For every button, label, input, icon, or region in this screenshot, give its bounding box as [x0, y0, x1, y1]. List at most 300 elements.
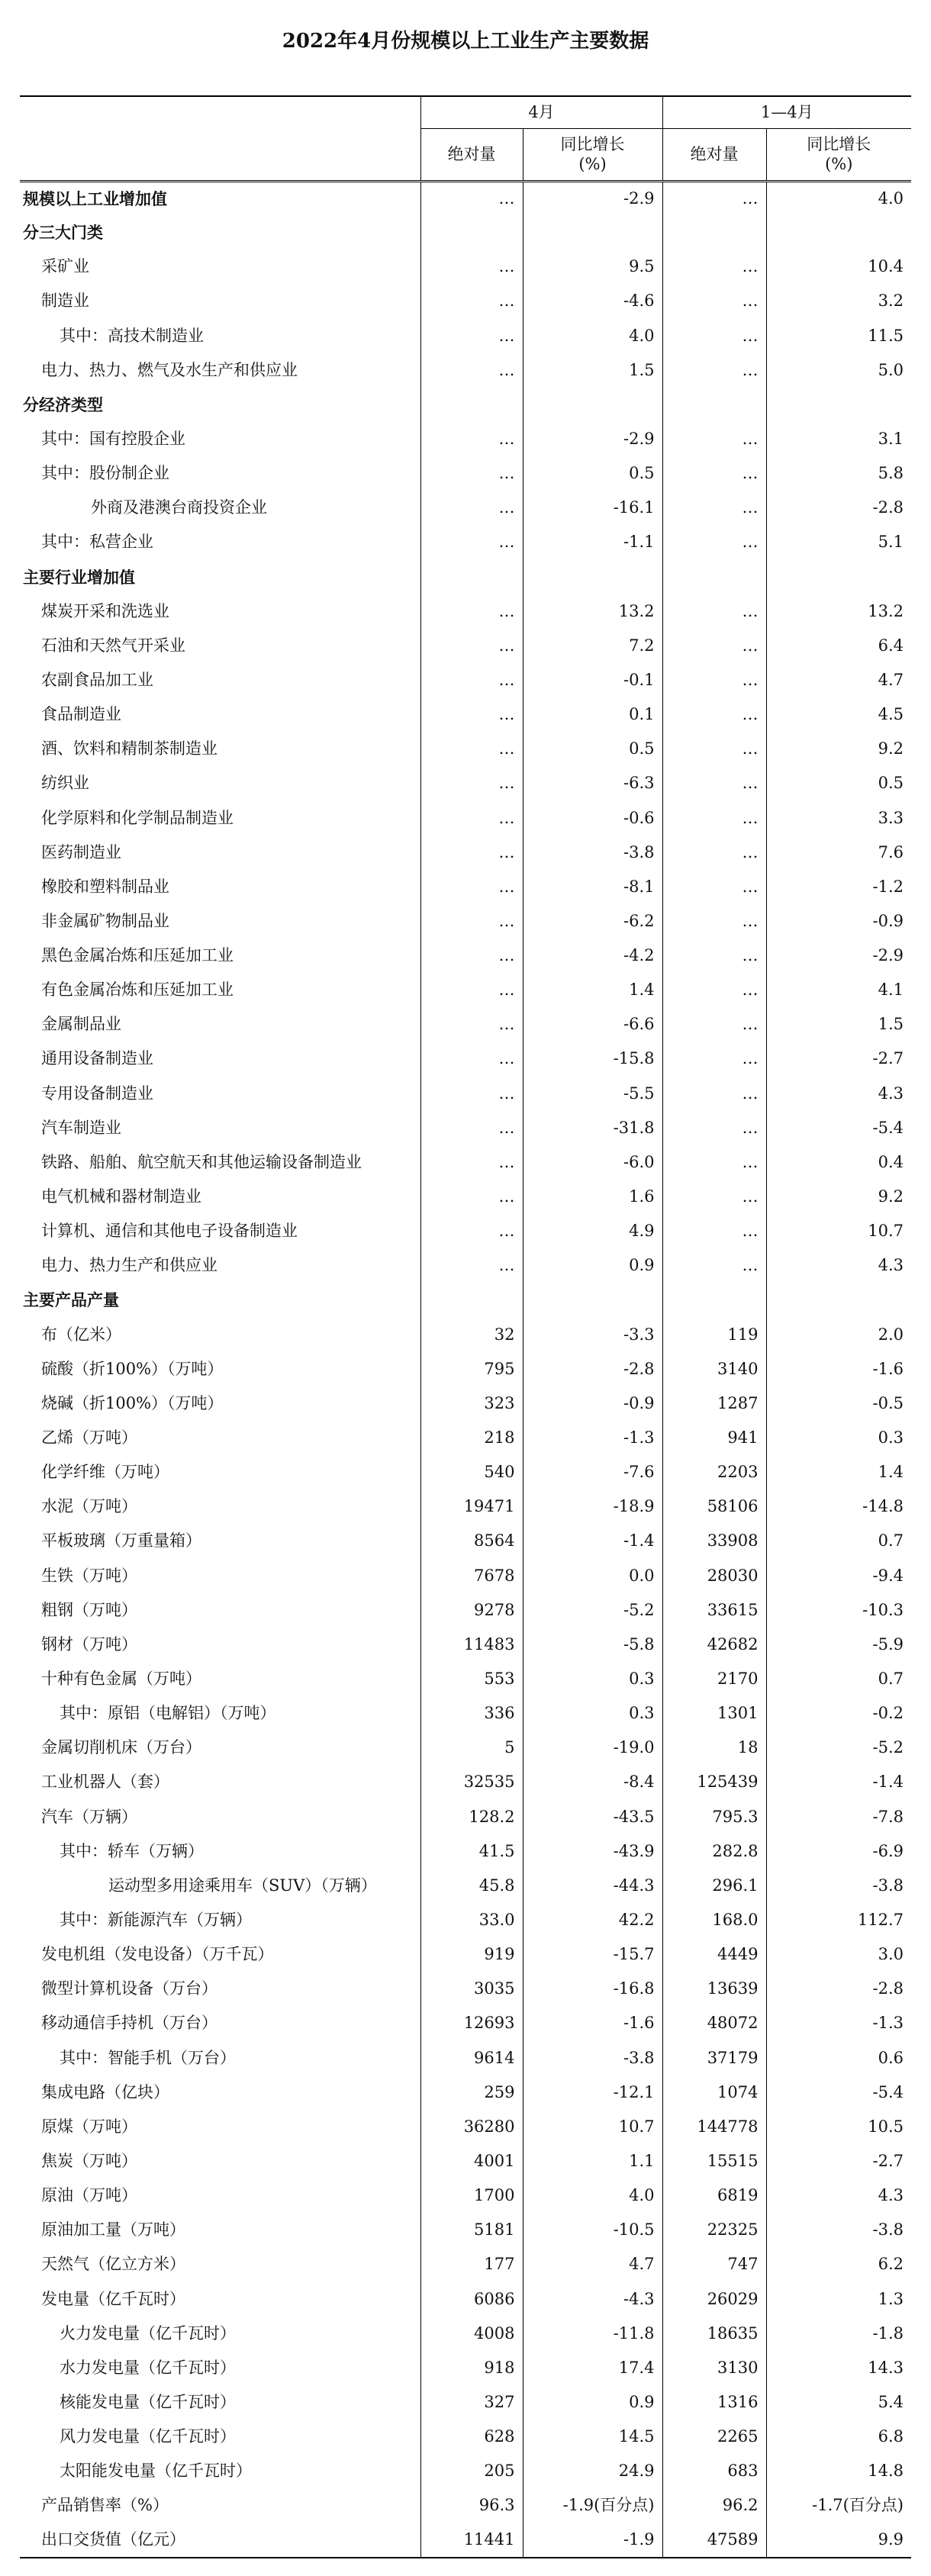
april-yoy-value: -43.9	[523, 1834, 662, 1869]
table-row	[20, 1972, 911, 2006]
header-april-yoy-unit: (%)	[578, 155, 607, 173]
april-yoy-value: 1.6	[523, 1180, 662, 1214]
row-label: 金属制品业	[41, 1015, 121, 1034]
april-yoy-value: -1.3	[523, 1421, 662, 1455]
april-absolute-value: …	[420, 1214, 523, 1248]
row-label: 其中：新能源汽车（万辆）	[60, 1911, 252, 1929]
jan-apr-absolute-value: 1301	[662, 1696, 766, 1731]
table-row	[20, 1248, 911, 1283]
april-absolute-value: …	[420, 1111, 523, 1145]
april-absolute-value: 218	[420, 1421, 523, 1455]
row-label: 核能发电量（亿千瓦时）	[60, 2392, 236, 2411]
header-jan-apr-yoy-unit: (%)	[825, 155, 853, 173]
section-heading-row	[20, 388, 911, 422]
april-yoy-value: 1.1	[523, 2144, 662, 2178]
jan-apr-yoy-value: -1.4	[766, 1765, 911, 1799]
row-label: 纺织业	[41, 774, 89, 793]
april-absolute-value	[420, 215, 523, 250]
jan-apr-yoy-value: -14.8	[766, 1489, 911, 1524]
jan-apr-absolute-value: 296.1	[662, 1869, 766, 1903]
jan-apr-absolute-value: …	[662, 491, 766, 525]
jan-apr-absolute-value: 28030	[662, 1559, 766, 1593]
april-absolute-value: …	[420, 319, 523, 353]
section-heading-row	[20, 560, 911, 594]
april-absolute-value: …	[420, 836, 523, 870]
row-label: 十种有色金属（万吨）	[41, 1670, 201, 1689]
april-yoy-value: 0.3	[523, 1696, 662, 1731]
april-yoy-value: -43.5	[523, 1800, 662, 1834]
april-yoy-value: -31.8	[523, 1111, 662, 1145]
april-absolute-value: 553	[420, 1662, 523, 1696]
jan-apr-absolute-value: …	[662, 663, 766, 697]
jan-apr-yoy-value: 10.5	[766, 2110, 911, 2144]
jan-apr-absolute-value: …	[662, 1180, 766, 1214]
april-absolute-value: …	[420, 766, 523, 800]
jan-apr-absolute-value: 1316	[662, 2385, 766, 2420]
jan-apr-absolute-value: 282.8	[662, 1834, 766, 1869]
jan-apr-absolute-value: 3130	[662, 2351, 766, 2385]
jan-apr-yoy-value: -5.4	[766, 2075, 911, 2110]
table-row	[20, 1834, 911, 1869]
row-label: 硫酸（折100%）（万吨）	[41, 1359, 224, 1378]
jan-apr-absolute-value: 96.2	[662, 2488, 766, 2523]
jan-apr-yoy-value: 0.7	[766, 1524, 911, 1558]
row-label: 集成电路（亿块）	[41, 2082, 169, 2101]
jan-apr-absolute-value: 119	[662, 1318, 766, 1352]
jan-apr-yoy-value: 1.4	[766, 1455, 911, 1489]
jan-apr-absolute-value: …	[662, 697, 766, 732]
table-row	[20, 836, 911, 870]
header-april-absolute: 绝对量	[420, 128, 523, 181]
april-yoy-value: -1.9	[523, 2523, 662, 2558]
row-label: 原煤（万吨）	[41, 2117, 137, 2136]
table-row	[20, 1559, 911, 1593]
april-yoy-value: -5.5	[523, 1077, 662, 1111]
row-label: 分三大门类	[23, 223, 103, 243]
row-label: 其中：股份制企业	[41, 464, 169, 483]
april-absolute-value: …	[420, 422, 523, 456]
april-yoy-value: -6.2	[523, 904, 662, 939]
table-row	[20, 1628, 911, 1662]
april-yoy-value: -15.7	[523, 1937, 662, 1972]
row-label: 火力发电量（亿千瓦时）	[60, 2323, 236, 2343]
table-row	[20, 870, 911, 904]
section-heading-row	[20, 215, 911, 250]
row-label: 采矿业	[41, 257, 89, 276]
statistics-table	[20, 95, 911, 2558]
table-row	[20, 422, 911, 456]
row-label: 分经济类型	[23, 394, 103, 414]
jan-apr-absolute-value: …	[662, 1145, 766, 1180]
jan-apr-absolute-value: …	[662, 319, 766, 353]
table-row	[20, 1077, 911, 1111]
april-absolute-value: …	[420, 456, 523, 491]
april-yoy-value	[523, 560, 662, 594]
row-label: 金属切削机床（万台）	[41, 1738, 201, 1757]
april-yoy-value: -5.2	[523, 1593, 662, 1628]
april-yoy-value: -8.1	[523, 870, 662, 904]
jan-apr-yoy-value: 9.2	[766, 732, 911, 766]
april-absolute-value: 33.0	[420, 1903, 523, 1937]
april-yoy-value: -6.0	[523, 1145, 662, 1180]
jan-apr-yoy-value: 4.3	[766, 2178, 911, 2213]
jan-apr-yoy-value: 4.7	[766, 663, 911, 697]
april-yoy-value: -4.6	[523, 284, 662, 318]
april-yoy-value: 0.5	[523, 732, 662, 766]
row-label: 其中：轿车（万辆）	[60, 1841, 204, 1860]
jan-apr-absolute-value: …	[662, 939, 766, 973]
jan-apr-yoy-value: 4.0	[766, 181, 911, 215]
table-row	[20, 2351, 911, 2385]
table-row	[20, 732, 911, 766]
row-label: 工业机器人（套）	[41, 1773, 169, 1792]
jan-apr-absolute-value	[662, 560, 766, 594]
april-yoy-value: 0.9	[523, 2385, 662, 2420]
table-row	[20, 629, 911, 663]
table-row	[20, 1145, 911, 1180]
jan-apr-yoy-value: -0.9	[766, 904, 911, 939]
table-row	[20, 491, 911, 525]
row-label: 运动型多用途乘用车（SUV）（万辆）	[108, 1876, 377, 1895]
jan-apr-absolute-value: …	[662, 732, 766, 766]
april-absolute-value: …	[420, 1077, 523, 1111]
row-label: 水泥（万吨）	[41, 1497, 137, 1516]
april-absolute-value: 918	[420, 2351, 523, 2385]
row-label: 电力、热力生产和供应业	[41, 1256, 217, 1275]
april-yoy-value: -19.0	[523, 1731, 662, 1765]
jan-apr-absolute-value: …	[662, 1111, 766, 1145]
april-absolute-value: …	[420, 1007, 523, 1042]
row-label: 天然气（亿立方米）	[41, 2255, 185, 2274]
april-absolute-value: 41.5	[420, 1834, 523, 1869]
jan-apr-yoy-value: 0.3	[766, 1421, 911, 1455]
april-yoy-value: -0.9	[523, 1386, 662, 1421]
table-row	[20, 2317, 911, 2351]
row-label: 石油和天然气开采业	[41, 636, 185, 655]
table-row	[20, 1455, 911, 1489]
jan-apr-absolute-value: …	[662, 250, 766, 284]
table-row	[20, 1352, 911, 1386]
row-label: 微型计算机设备（万台）	[41, 1979, 217, 1998]
jan-apr-yoy-value: 3.0	[766, 1937, 911, 1972]
jan-apr-yoy-value: -1.6	[766, 1352, 911, 1386]
row-label: 医药制造业	[41, 842, 121, 861]
jan-apr-yoy-value: 5.0	[766, 353, 911, 388]
april-yoy-value: -5.8	[523, 1628, 662, 1662]
april-absolute-value: 7678	[420, 1559, 523, 1593]
jan-apr-absolute-value: …	[662, 1214, 766, 1248]
jan-apr-absolute-value: …	[662, 870, 766, 904]
row-label: 发电量（亿千瓦时）	[41, 2289, 185, 2308]
jan-apr-yoy-value	[766, 215, 911, 250]
jan-apr-yoy-value: -5.4	[766, 1111, 911, 1145]
jan-apr-absolute-value: …	[662, 353, 766, 388]
april-yoy-value: 1.5	[523, 353, 662, 388]
jan-apr-yoy-value: -7.8	[766, 1800, 911, 1834]
table-row	[20, 2454, 911, 2488]
row-label: 粗钢（万吨）	[41, 1600, 137, 1619]
table-row	[20, 1731, 911, 1765]
april-absolute-value: …	[420, 1145, 523, 1180]
april-absolute-value	[420, 560, 523, 594]
row-label: 煤炭开采和洗选业	[41, 601, 169, 620]
table-row	[20, 973, 911, 1007]
row-label: 风力发电量（亿千瓦时）	[60, 2427, 236, 2446]
april-absolute-value: …	[420, 491, 523, 525]
jan-apr-yoy-value: 0.6	[766, 2041, 911, 2075]
jan-apr-absolute-value: …	[662, 284, 766, 318]
jan-apr-yoy-value: 4.3	[766, 1077, 911, 1111]
table-row	[20, 2282, 911, 2317]
jan-apr-absolute-value	[662, 215, 766, 250]
april-yoy-value: -3.8	[523, 2041, 662, 2075]
row-label: 烧碱（折100%）（万吨）	[41, 1393, 224, 1412]
row-label: 生铁（万吨）	[41, 1566, 137, 1585]
jan-apr-absolute-value: 4449	[662, 1937, 766, 1972]
jan-apr-absolute-value: 6819	[662, 2178, 766, 2213]
april-absolute-value: …	[420, 525, 523, 559]
jan-apr-absolute-value: 15515	[662, 2144, 766, 2178]
row-label: 汽车（万辆）	[41, 1807, 137, 1826]
jan-apr-absolute-value: 3140	[662, 1352, 766, 1386]
jan-apr-yoy-value: 0.5	[766, 766, 911, 800]
jan-apr-absolute-value: 13639	[662, 1972, 766, 2006]
april-absolute-value: 327	[420, 2385, 523, 2420]
april-yoy-value: -6.6	[523, 1007, 662, 1042]
row-label: 黑色金属冶炼和压延加工业	[41, 946, 234, 965]
jan-apr-absolute-value: …	[662, 456, 766, 491]
table-row	[20, 1489, 911, 1524]
april-absolute-value: …	[420, 594, 523, 629]
row-label: 化学纤维（万吨）	[41, 1463, 169, 1482]
jan-apr-absolute-value: 2170	[662, 1662, 766, 1696]
april-absolute-value: 323	[420, 1386, 523, 1421]
row-label: 平板玻璃（万重量箱）	[41, 1531, 201, 1550]
april-absolute-value	[420, 388, 523, 422]
jan-apr-yoy-value: -1.8	[766, 2317, 911, 2351]
april-absolute-value: 128.2	[420, 1800, 523, 1834]
april-absolute-value: …	[420, 250, 523, 284]
jan-apr-yoy-value: 5.8	[766, 456, 911, 491]
jan-apr-yoy-value: 7.6	[766, 836, 911, 870]
april-absolute-value: …	[420, 1042, 523, 1077]
table-row	[20, 456, 911, 491]
april-absolute-value: 177	[420, 2247, 523, 2281]
row-label: 有色金属冶炼和压延加工业	[41, 980, 234, 1000]
table-row	[20, 1214, 911, 1248]
jan-apr-yoy-value: 13.2	[766, 594, 911, 629]
jan-apr-yoy-value: 2.0	[766, 1318, 911, 1352]
jan-apr-absolute-value: …	[662, 1248, 766, 1283]
jan-apr-yoy-value: 1.5	[766, 1007, 911, 1042]
row-label: 其中：私营企业	[41, 533, 153, 552]
april-absolute-value: …	[420, 939, 523, 973]
header-jan-apr-yoy-label: 同比增长	[807, 134, 871, 153]
jan-apr-yoy-value: 0.4	[766, 1145, 911, 1180]
april-yoy-value: -7.6	[523, 1455, 662, 1489]
april-yoy-value: -10.5	[523, 2213, 662, 2247]
row-label: 外商及港澳台商投资企业	[91, 498, 267, 517]
april-yoy-value: -16.1	[523, 491, 662, 525]
row-label: 其中：高技术制造业	[60, 326, 204, 345]
row-label: 其中：原铝（电解铝）（万吨）	[60, 1704, 276, 1723]
april-yoy-value: -2.8	[523, 1352, 662, 1386]
april-yoy-value: 0.3	[523, 1662, 662, 1696]
table-row	[20, 2247, 911, 2281]
jan-apr-absolute-value: 37179	[662, 2041, 766, 2075]
april-yoy-value: 0.1	[523, 697, 662, 732]
row-label: 酒、饮料和精制茶制造业	[41, 739, 217, 758]
jan-apr-absolute-value: 1074	[662, 2075, 766, 2110]
april-absolute-value: …	[420, 629, 523, 663]
jan-apr-yoy-value: -0.2	[766, 1696, 911, 1731]
table-row	[20, 594, 911, 629]
table-row	[20, 2110, 911, 2144]
table-row	[20, 1042, 911, 1077]
april-yoy-value: -1.6	[523, 2006, 662, 2040]
april-yoy-value: -0.1	[523, 663, 662, 697]
jan-apr-absolute-value: …	[662, 904, 766, 939]
april-yoy-value	[523, 388, 662, 422]
april-absolute-value: 45.8	[420, 1869, 523, 1903]
april-yoy-value: -15.8	[523, 1042, 662, 1077]
row-label: 发电机组（发电设备）（万千瓦）	[41, 1945, 274, 1964]
april-yoy-value: 0.0	[523, 1559, 662, 1593]
jan-apr-absolute-value: …	[662, 801, 766, 836]
table-row	[20, 2488, 911, 2523]
april-absolute-value: …	[420, 353, 523, 388]
jan-apr-yoy-value: -2.7	[766, 1042, 911, 1077]
jan-apr-absolute-value: 144778	[662, 2110, 766, 2144]
header-jan-apr-yoy	[766, 128, 911, 181]
table-row	[20, 1524, 911, 1558]
april-yoy-value: -8.4	[523, 1765, 662, 1799]
jan-apr-yoy-value	[766, 1283, 911, 1318]
jan-apr-yoy-value: -0.5	[766, 1386, 911, 1421]
april-yoy-value: 10.7	[523, 2110, 662, 2144]
jan-apr-yoy-value: -2.8	[766, 491, 911, 525]
header-row-groups	[20, 96, 911, 128]
april-absolute-value: 11483	[420, 1628, 523, 1662]
april-absolute-value: 32535	[420, 1765, 523, 1799]
april-absolute-value: 96.3	[420, 2488, 523, 2523]
jan-apr-yoy-value: 14.8	[766, 2454, 911, 2488]
jan-apr-absolute-value: …	[662, 525, 766, 559]
april-yoy-value: -11.8	[523, 2317, 662, 2351]
jan-apr-yoy-value: 9.2	[766, 1180, 911, 1214]
section-heading-row	[20, 181, 911, 215]
april-yoy-value: -2.9	[523, 422, 662, 456]
jan-apr-yoy-value: 11.5	[766, 319, 911, 353]
row-label: 主要行业增加值	[23, 567, 135, 587]
april-yoy-value: -4.2	[523, 939, 662, 973]
row-label: 原油（万吨）	[41, 2186, 137, 2205]
april-absolute-value: …	[420, 732, 523, 766]
table-row	[20, 1318, 911, 1352]
april-absolute-value: 919	[420, 1937, 523, 1972]
jan-apr-absolute-value: 168.0	[662, 1903, 766, 1937]
april-absolute-value: 5181	[420, 2213, 523, 2247]
april-absolute-value: 795	[420, 1352, 523, 1386]
april-absolute-value: …	[420, 870, 523, 904]
header-jan-apr-absolute: 绝对量	[662, 128, 766, 181]
jan-apr-yoy-value: 14.3	[766, 2351, 911, 2385]
row-label: 出口交货值（亿元）	[41, 2530, 185, 2549]
april-yoy-value	[523, 1283, 662, 1318]
april-absolute-value: 205	[420, 2454, 523, 2488]
april-yoy-value: 4.9	[523, 1214, 662, 1248]
header-group-jan-apr: 1—4月	[662, 96, 911, 128]
april-absolute-value: …	[420, 801, 523, 836]
april-yoy-value: 4.0	[523, 319, 662, 353]
jan-apr-absolute-value: …	[662, 1007, 766, 1042]
jan-apr-absolute-value: …	[662, 594, 766, 629]
april-absolute-value: 19471	[420, 1489, 523, 1524]
april-yoy-value: -1.9(百分点)	[523, 2488, 662, 2523]
jan-apr-yoy-value: 5.1	[766, 525, 911, 559]
april-absolute-value: 540	[420, 1455, 523, 1489]
april-absolute-value: 336	[420, 1696, 523, 1731]
april-yoy-value: 4.0	[523, 2178, 662, 2213]
jan-apr-yoy-value: 4.1	[766, 973, 911, 1007]
april-absolute-value	[420, 1283, 523, 1318]
table-row	[20, 1869, 911, 1903]
row-label: 制造业	[41, 291, 89, 311]
table-row	[20, 1662, 911, 1696]
jan-apr-absolute-value: 125439	[662, 1765, 766, 1799]
april-yoy-value: -18.9	[523, 1489, 662, 1524]
jan-apr-yoy-value: 3.3	[766, 801, 911, 836]
april-absolute-value: 9614	[420, 2041, 523, 2075]
april-absolute-value: …	[420, 181, 523, 215]
jan-apr-absolute-value: 683	[662, 2454, 766, 2488]
table-row	[20, 2523, 911, 2558]
jan-apr-yoy-value: -5.9	[766, 1628, 911, 1662]
table-row	[20, 2178, 911, 2213]
april-yoy-value: -2.9	[523, 181, 662, 215]
row-label: 水力发电量（亿千瓦时）	[60, 2358, 236, 2377]
jan-apr-yoy-value: -1.3	[766, 2006, 911, 2040]
table-row	[20, 1386, 911, 1421]
jan-apr-yoy-value: 6.2	[766, 2247, 911, 2281]
table-row	[20, 1421, 911, 1455]
row-label: 橡胶和塑料制品业	[41, 877, 169, 896]
jan-apr-yoy-value: -3.8	[766, 2213, 911, 2247]
jan-apr-absolute-value: 795.3	[662, 1800, 766, 1834]
jan-apr-yoy-value: -2.7	[766, 2144, 911, 2178]
jan-apr-yoy-value: 1.3	[766, 2282, 911, 2317]
april-yoy-value: -3.8	[523, 836, 662, 870]
row-label: 布（亿米）	[41, 1325, 121, 1344]
jan-apr-absolute-value: 2203	[662, 1455, 766, 1489]
row-label: 通用设备制造业	[41, 1049, 153, 1068]
jan-apr-yoy-value	[766, 560, 911, 594]
jan-apr-yoy-value: 4.3	[766, 1248, 911, 1283]
april-yoy-value: 7.2	[523, 629, 662, 663]
table-row	[20, 1800, 911, 1834]
april-yoy-value: 24.9	[523, 2454, 662, 2488]
april-absolute-value: …	[420, 697, 523, 732]
jan-apr-yoy-value: 3.1	[766, 422, 911, 456]
header-april-yoy	[523, 128, 662, 181]
header-april-yoy-label: 同比增长	[560, 134, 625, 153]
jan-apr-absolute-value: 33908	[662, 1524, 766, 1558]
april-yoy-value: 14.5	[523, 2420, 662, 2454]
table-row	[20, 2075, 911, 2110]
jan-apr-absolute-value: …	[662, 422, 766, 456]
row-label: 食品制造业	[41, 705, 121, 724]
table-row	[20, 353, 911, 388]
